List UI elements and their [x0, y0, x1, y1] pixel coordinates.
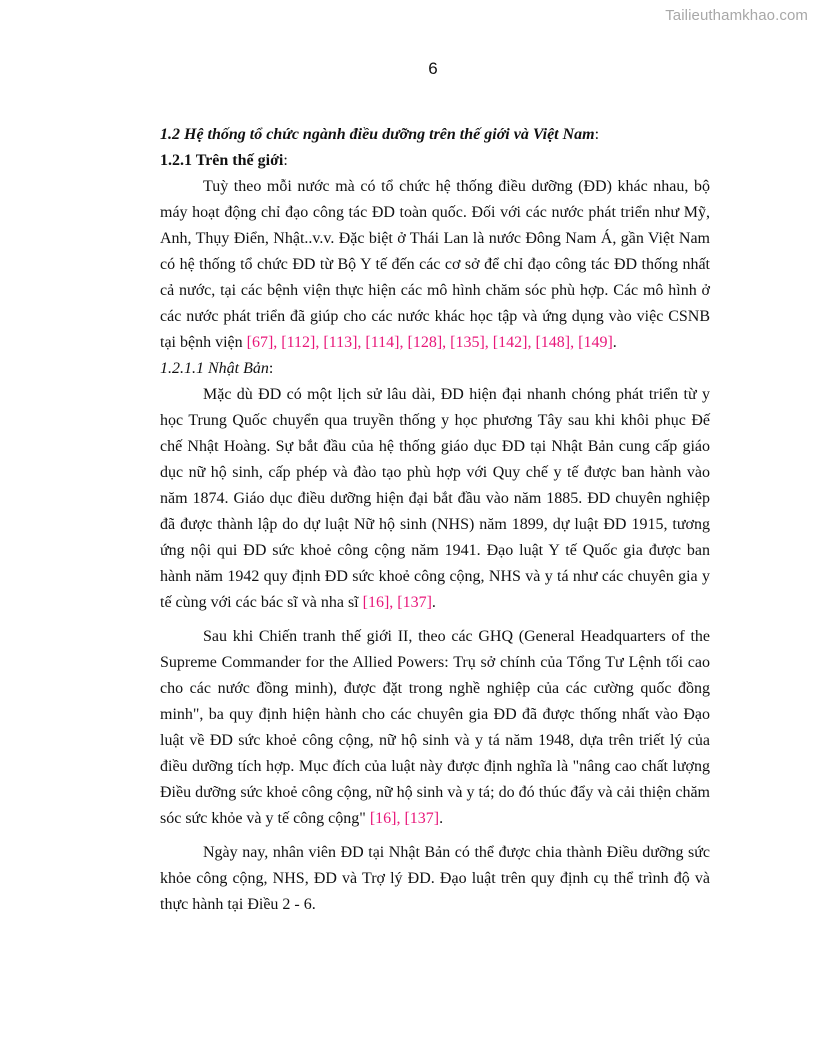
paragraph-japan-history	[160, 382, 710, 616]
subsection-heading	[160, 148, 710, 174]
citation-refs: [67], [112], [113], [114], [128], [135], [142], [148], [149]	[246, 334, 613, 351]
paragraph-text: Sau khi Chiến tranh thế giới II, theo các GHQ (General Headquarters of the Supreme Commander for the Allied Powers: Trụ sở chính của Tổng Tư Lệnh tối cao cho các nước đồng minh), được đặt trong nghề nghiệp của các cường quốc đồng minh", ba quy định hiện hành cho các chuyên gia ĐD đã được thống nhất vào Đạo luật về ĐD sức khoẻ công cộng, nữ hộ sinh và y tá năm 1948, dựa trên triết lý của điều dưỡng tích hợp. Mục đích của luật này được định nghĩa là "nâng cao chất lượng Điều dưỡng sức khoẻ công cộng, nữ hộ sinh và y tá; do đó thúc đẩy và cải thiện chăm sóc sức khỏe và y tế công cộng"	[160, 628, 710, 827]
paragraph-today	[160, 840, 710, 918]
subsubsection-title: 1.2.1.1 Nhật Bản	[160, 360, 269, 377]
section-title: 1.2 Hệ thống tổ chức ngành điều dưỡng trên thế giới và Việt Nam	[160, 126, 595, 143]
subsection-title: 1.2.1 Trên thế giới	[160, 152, 284, 169]
watermark: Tailieuthamkhao.com	[665, 7, 808, 24]
subsubsection-title-suffix: :	[268, 360, 274, 377]
paragraph-end: .	[431, 594, 436, 611]
paragraph-end: .	[439, 810, 444, 827]
section-heading	[160, 122, 710, 148]
section-title-suffix: :	[594, 126, 600, 143]
citation-refs: [16], [137]	[362, 594, 432, 611]
paragraph-overview	[160, 174, 710, 356]
paragraph-text: Mặc dù ĐD có một lịch sử lâu dài, ĐD hiện đại nhanh chóng phát triển từ y học Trung Quốc chuyển qua truyền thống y học phương Tây sau khi khôi phục Đế chế Nhật Hoàng. Sự bắt đầu của hệ thống giáo dục ĐD tại Nhật Bản cung cấp giáo dục nữ hộ sinh, cấp phép và đào tạo phù hợp với Quy chế y tế được ban hành vào năm 1874. Giáo dục điều dưỡng hiện đại bắt đầu vào năm 1885. ĐD chuyên nghiệp đã được thành lập do dự luật Nữ hộ sinh (NHS) năm 1899, dự luật ĐD 1915, tương ứng nội qui ĐD sức khoẻ công cộng năm 1941. Đạo luật Y tế Quốc gia được ban hành năm 1942 quy định ĐD sức khoẻ công cộng, NHS và y tá như các chuyên gia y tế cùng với các bác sĩ và nha sĩ	[160, 386, 710, 611]
paragraph-text: Tuỳ theo mỗi nước mà có tổ chức hệ thống điều dưỡng (ĐD) khác nhau, bộ máy hoạt động chỉ đạo công tác ĐD toàn quốc. Đối với các nước phát triển như Mỹ, Anh, Thụy Điển, Nhật..v.v. Đặc biệt ở Thái Lan là nước Đông Nam Á, gần Việt Nam có hệ thống tổ chức ĐD từ Bộ Y tế đến các cơ sở để chỉ đạo công tác ĐD thống nhất cả nước, tại các bệnh viện thực hiện các mô hình chăm sóc phù hợp. Các mô hình ở các nước phát triển đã giúp cho các nước khác học tập và ứng dụng vào việc CSNB tại bệnh viện	[160, 178, 710, 351]
document-body	[160, 122, 710, 918]
citation-refs: [16], [137]	[369, 810, 440, 827]
subsection-title-suffix: :	[283, 152, 288, 169]
paragraph-text: Ngày nay, nhân viên ĐD tại Nhật Bản có thể được chia thành Điều dưỡng sức khỏe công cộng, NHS, ĐD và Trợ lý ĐD. Đạo luật trên quy định cụ thể trình độ và thực hành tại Điều 2 - 6.	[160, 844, 710, 913]
page-number: 6	[428, 59, 438, 78]
subsubsection-heading	[160, 356, 710, 382]
paragraph-end: .	[612, 334, 617, 351]
paragraph-post-war	[160, 624, 710, 832]
